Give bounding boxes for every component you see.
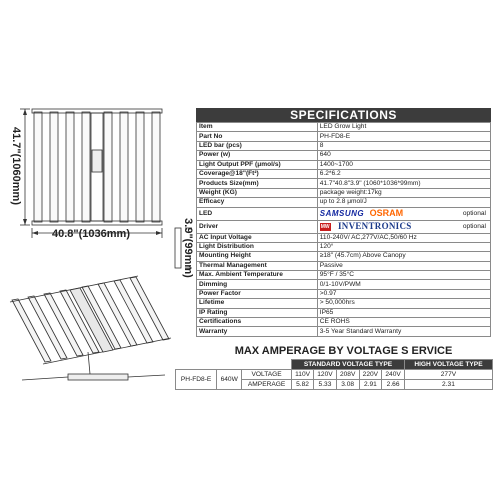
spec-key: LED: [197, 207, 318, 220]
inventronics-logo: INVENTRONICS: [337, 220, 412, 231]
optional-note: optional: [462, 222, 486, 230]
spec-key: Coverage@18"(Ft²): [197, 169, 318, 178]
spec-key: Efficacy: [197, 198, 318, 207]
spec-row: [197, 160, 491, 169]
spec-key: LED bar (pcs): [197, 141, 318, 150]
spec-row: [197, 299, 491, 308]
spec-value: 110-240V/ AC,277V/AC,50/60 Hz: [317, 233, 490, 242]
voltage-cell: 240V: [382, 370, 405, 380]
spec-value: IP65: [317, 308, 490, 317]
spec-row: [197, 280, 491, 289]
spec-value: 1400~1700: [317, 160, 490, 169]
spec-value: 41.7"40.8"3.9" (1060*1036*99mm): [317, 179, 490, 188]
standard-voltage-header: STANDARD VOLTAGE TYPE: [292, 360, 405, 370]
spec-value: 640: [317, 151, 490, 160]
spec-row: [197, 242, 491, 251]
voltage-cell: 110V: [292, 370, 314, 380]
meanwell-logo: MW: [320, 223, 330, 230]
amperage-cell: 3.08: [336, 380, 359, 390]
spec-value: ≥18" (45.7cm) Above Canopy: [317, 252, 490, 261]
width-dimension-label: 40.8"(1036mm): [52, 228, 130, 240]
spec-value: > 50,000hrs: [317, 299, 490, 308]
osram-logo: OSRAM: [369, 207, 404, 218]
driver-brands: [317, 220, 490, 233]
spec-key: Mounting Height: [197, 252, 318, 261]
spec-value: 6.2*6.2: [317, 169, 490, 178]
spec-key: Products Size(mm): [197, 179, 318, 188]
spec-key: Max. Ambient Temperature: [197, 271, 318, 280]
amperage-cell: 2.66: [382, 380, 405, 390]
spec-row: [197, 132, 491, 141]
spec-key: AC Input Voltage: [197, 233, 318, 242]
spec-value: 0/1-10V/PWM: [317, 280, 490, 289]
spec-row: [197, 271, 491, 280]
amperage-cell: 2.31: [404, 380, 492, 390]
optional-note: optional: [462, 209, 486, 217]
spec-row: [197, 141, 491, 150]
spec-row: [197, 198, 491, 207]
spec-key: Power Factor: [197, 289, 318, 298]
spec-row: [197, 233, 491, 242]
voltage-cell: 120V: [314, 370, 337, 380]
voltage-row: [176, 370, 493, 380]
spec-row: [197, 151, 491, 160]
spec-key: Certifications: [197, 318, 318, 327]
height-dimension-label: 41.7"(1060mm): [10, 127, 22, 205]
spec-key: Power (w): [197, 151, 318, 160]
voltage-label: VOLTAGE: [242, 370, 292, 380]
spec-value: 95°F / 35°C: [317, 271, 490, 280]
spec-row: [197, 179, 491, 188]
led-row: [197, 207, 491, 220]
spec-key: Driver: [197, 220, 318, 233]
spec-row: [197, 261, 491, 270]
voltage-cell: 208V: [336, 370, 359, 380]
spec-row: [197, 169, 491, 178]
spec-value: 120°: [317, 242, 490, 251]
spec-value: >0.97: [317, 289, 490, 298]
model-cell: PH-FD8-E: [176, 370, 217, 390]
amperage-table: [175, 359, 493, 390]
spec-key: Part No: [197, 132, 318, 141]
spec-row: [197, 188, 491, 197]
spec-value: LED Grow Light: [317, 123, 490, 132]
amperage-cell: 2.91: [359, 380, 382, 390]
spec-row: [197, 327, 491, 336]
depth-dimension-label: 3.9"(99mm): [182, 218, 194, 278]
amperage-cell: 5.82: [292, 380, 314, 390]
voltage-cell: 277V: [404, 370, 492, 380]
spec-row: [197, 308, 491, 317]
spec-key: Light Output PPF (μmol/s): [197, 160, 318, 169]
spec-row: [197, 252, 491, 261]
voltage-cell: 220V: [359, 370, 382, 380]
spec-key: Dimming: [197, 280, 318, 289]
spec-value: PH-FD8-E: [317, 132, 490, 141]
spec-key: Thermal Management: [197, 261, 318, 270]
amperage-header-row: [176, 360, 493, 370]
spec-row: [197, 318, 491, 327]
spec-row: [197, 289, 491, 298]
spec-value: up to 2.8 μmol/J: [317, 198, 490, 207]
spec-value: 8: [317, 141, 490, 150]
spec-key: Weight (KG): [197, 188, 318, 197]
spec-key: Warranty: [197, 327, 318, 336]
blank-cell: [176, 360, 292, 370]
driver-row: [197, 220, 491, 233]
led-brands: [317, 207, 490, 220]
spec-value: package weight:17kg: [317, 188, 490, 197]
spec-value: 3-5 Year Standard Warranty: [317, 327, 490, 336]
spec-row: [197, 123, 491, 132]
spec-key: Light Distribution: [197, 242, 318, 251]
high-voltage-header: HIGH VOLTAGE TYPE: [404, 360, 492, 370]
spec-value: Passive: [317, 261, 490, 270]
specifications-table: [196, 122, 491, 337]
amperage-title: MAX AMPERAGE BY VOLTAGE S ERVICE: [234, 345, 453, 357]
amperage-label: AMPERAGE: [242, 380, 292, 390]
samsung-logo: SAMSUNG: [319, 208, 365, 218]
spec-key: IP Rating: [197, 308, 318, 317]
spec-key: Item: [197, 123, 318, 132]
spec-value: CE ROHS: [317, 318, 490, 327]
spec-key: Lifetime: [197, 299, 318, 308]
amperage-cell: 5.33: [314, 380, 337, 390]
power-cell: 640W: [217, 370, 242, 390]
specifications-title: SPECIFICATIONS: [196, 108, 491, 122]
